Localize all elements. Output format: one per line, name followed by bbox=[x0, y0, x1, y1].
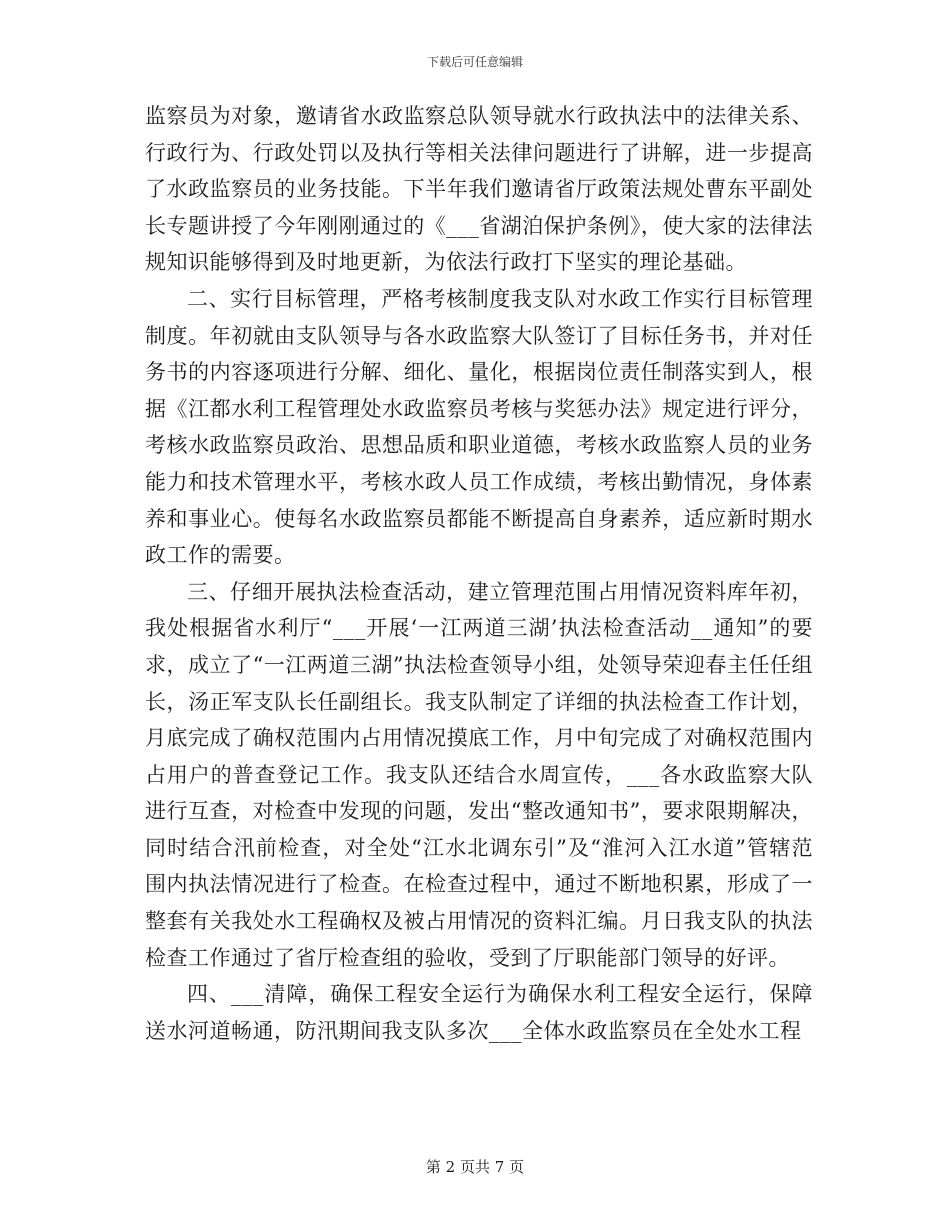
page-number: 第 2 页共 7 页 bbox=[425, 1158, 525, 1176]
paragraph-2: 二、实行目标管理，严格考核制度我支队对水政工作实行目标管理制度。年初就由支队领导与各水政监察大队签订了目标任务书，并对任务书的内容逐项进行分解、细化、量化，根据岗位责任制落实到人，根据《江都水利工程管理处水政监察员考核与奖惩办法》规定进行评分，考核水政监察员政治、思想品质和职业道德，考核水政监察人员的业务能力和技术管理水平，考核水政人员工作成绩，考核出勤情况，身体素养和事业心。使每名水政监察员都能不断提高自身素养，适应新时期水政工作的需要。 bbox=[145, 286, 813, 568]
paragraph-3: 三、仔细开展执法检查活动，建立管理范围占用情况资料库年初，我处根据省水利厅“___开展‘一江两道三湖’执法检查活动__通知”的要求，成立了“一江两道三湖”执法检查领导小组，处领导荣迎春主任任组长，汤正军支队长任副组长。我支队制定了详细的执法检查工作计划，月底完成了确权范围内占用情况摸底工作，月中旬完成了对确权范围内占用户的普查登记工作。我支队还结合水周宣传，___各水政监察大队进行互查，对检查中发现的问题，发出“整改通知书”，要求限期解决，同时结合汛前检查，对全处“江水北调东引”及“淮河入江水道”管辖范围内执法情况进行了检查。在检查过程中，通过不断地积累，形成了一整套有关我处水工程确权及被占用情况的资料汇编。月日我支队的执法检查工作通过了省厅检查组的验收，受到了厅职能部门领导的好评。 bbox=[145, 579, 813, 970]
page-header: 下载后可任意编辑 bbox=[426, 55, 523, 69]
document-body bbox=[145, 98, 813, 1049]
paragraph-1: 监察员为对象，邀请省水政监察总队领导就水行政执法中的法律关系、行政行为、行政处罚以及执行等相关法律问题进行了讲解，进一步提高了水政监察员的业务技能。下半年我们邀请省厅政策法规处曹东平副处长专题讲授了今年刚刚通过的《___省湖泊保护条例》，使大家的法律法规知识能够得到及时地更新，为依法行政打下坚实的理论基础。 bbox=[145, 104, 813, 275]
paragraph-4: 四、___清障，确保工程安全运行为确保水利工程安全运行，保障送水河道畅通，防汛期间我支队多次___全体水政监察员在全处水工程 bbox=[145, 982, 813, 1043]
